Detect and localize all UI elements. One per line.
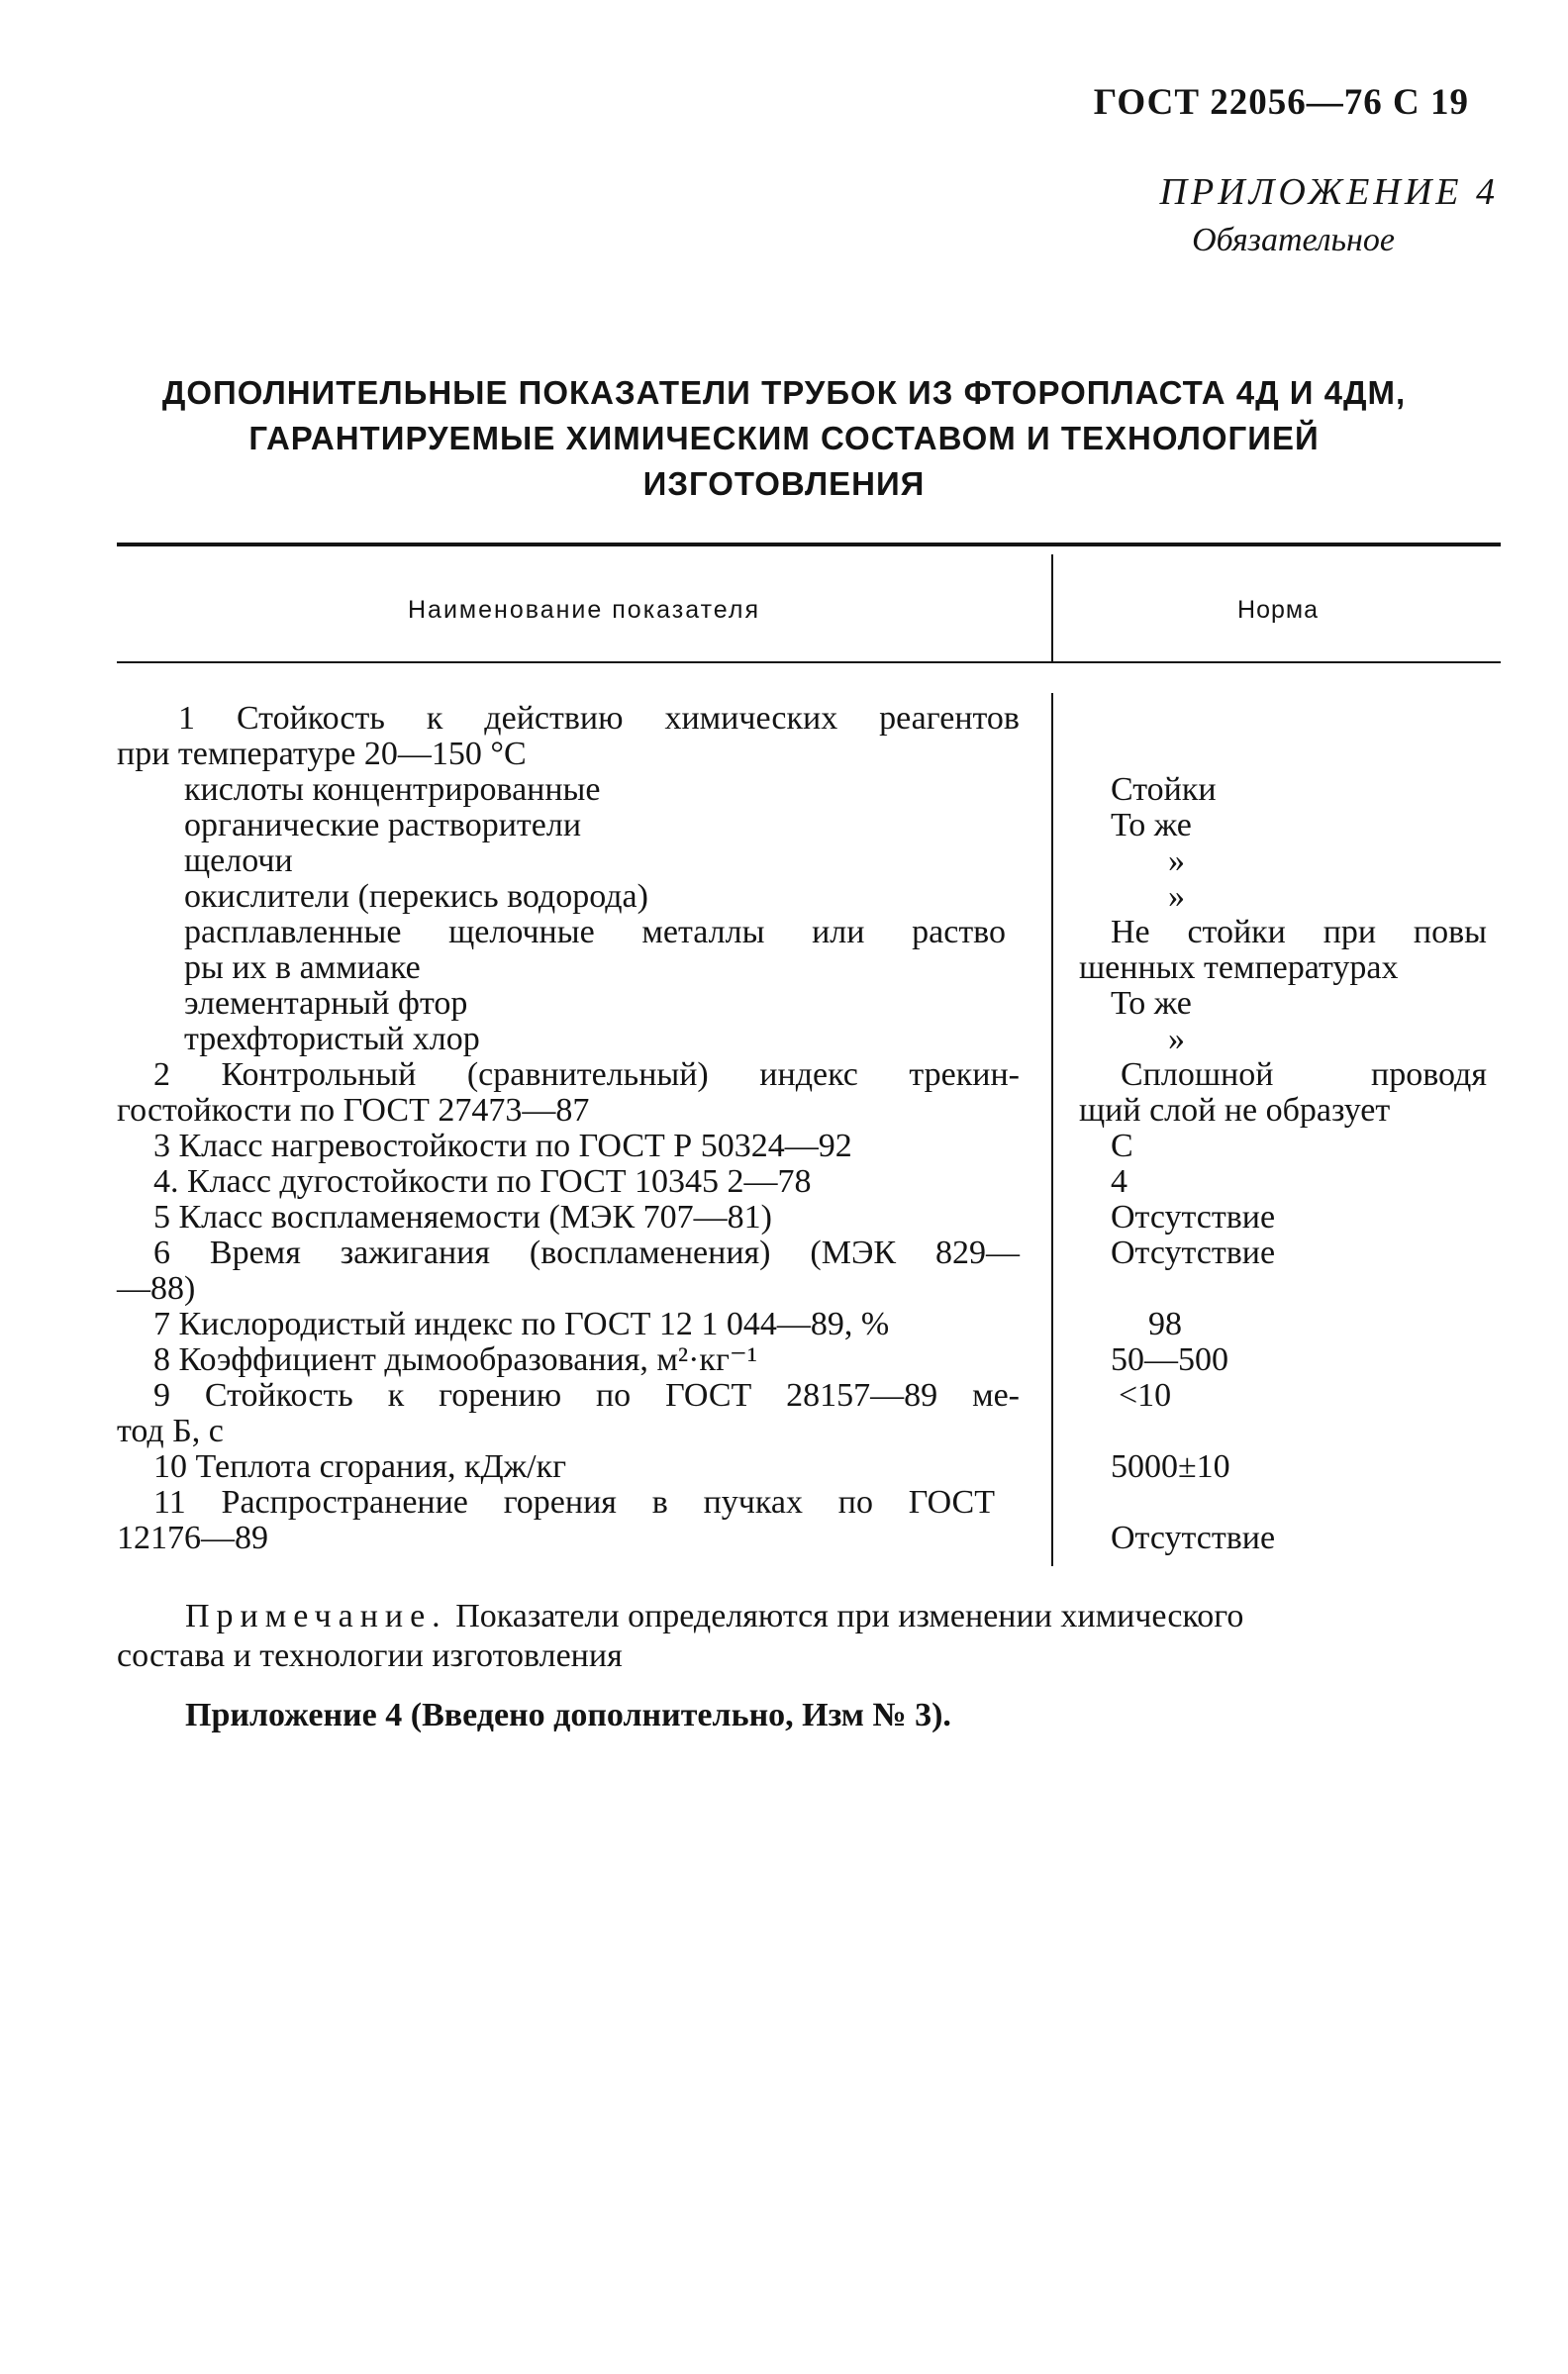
norm-arc-class: 4 [1111,1163,1127,1200]
norm-heat-class: С [1111,1128,1133,1164]
note-text-2: состава и технологии изготовления [117,1637,623,1674]
norm-oxygen-index: 98 [1148,1306,1182,1342]
table-top-rule [117,543,1501,546]
norm-chlorine-trifluoride: » [1168,1021,1185,1057]
row-9-line-2: тод Б, с [117,1413,224,1449]
row-9-line-1: 9 Стойкость к горению по ГОСТ 28157—89 ме- [153,1377,1020,1414]
norm-combustion-heat: 5000±10 [1111,1448,1230,1485]
appendix-status: Обязательное [1192,222,1395,258]
row-1-sub-2: органические растворители [184,807,582,843]
row-1-sub-5-line-2: ры их в аммиаке [184,949,421,986]
addendum-note: Приложение 4 (Введено дополнительно, Изм № 3). [185,1697,951,1733]
row-1-sub-3: щелочи [184,842,293,879]
row-1-sub-6: элементарный фтор [184,985,468,1022]
norm-fluorine: То же [1111,985,1192,1022]
row-1-sub-5-line-1: расплавленные щелочные металлы или раство [184,914,1006,950]
row-7: 7 Кислородистый индекс по ГОСТ 12 1 044—89, % [153,1306,890,1342]
norm-flammability-class: Отсутствие [1111,1199,1276,1236]
row-1-sub-4: окислители (перекись водорода) [184,878,648,915]
row-2-line-2: гостойкости по ГОСТ 27473—87 [117,1092,590,1129]
table-note [185,1598,1243,1635]
row-1-line-1: 1 Стойкость к действию химических реагентов [178,700,1020,737]
appendix-label: ПРИЛОЖЕНИЕ 4 [1159,171,1499,213]
table-body-divider [1051,693,1053,1566]
norm-burning-resistance: <10 [1119,1377,1172,1414]
note-label: Примечание. [185,1598,447,1634]
row-1-line-2: при температуре 20—150 °С [117,736,527,772]
column-header-norm: Норма [1237,596,1319,624]
table-header-rule [117,661,1501,663]
document-title-line-1: ДОПОЛНИТЕЛЬНЫЕ ПОКАЗАТЕЛИ ТРУБОК ИЗ ФТОРОПЛАСТА 4Д И 4ДМ, [161,374,1407,411]
row-11-line-1: 11 Распространение горения в пучках по ГОСТ [153,1484,995,1521]
norm-molten-metals-line-2: шенных температурах [1079,949,1399,986]
table-header-divider [1051,554,1053,663]
row-3: 3 Класс нагревостойкости по ГОСТ Р 50324—92 [153,1128,852,1164]
row-1-sub-7: трехфтористый хлор [184,1021,480,1057]
norm-acids: Стойки [1111,771,1217,808]
row-6-line-1: 6 Время зажигания (воспламенения) (МЭК 829— [153,1235,1020,1271]
row-1-sub-1: кислоты концентрированные [184,771,601,808]
note-text-1: Показатели определяются при изменении химического [446,1598,1244,1634]
column-header-name: Наименование показателя [408,596,760,624]
norm-molten-metals-line-1: Не стойки при повы [1111,914,1487,950]
norm-oxidizers: » [1168,878,1185,915]
document-title-line-2: ГАРАНТИРУЕМЫЕ ХИМИЧЕСКИМ СОСТАВОМ И ТЕХНОЛОГИЕЙ [248,420,1320,456]
norm-smoke-coefficient: 50—500 [1111,1341,1228,1378]
row-5: 5 Класс воспламеняемости (МЭК 707—81) [153,1199,772,1236]
document-title-line-3: ИЗГОТОВЛЕНИЯ [642,465,926,502]
norm-tracking-line-2: щий слой не образует [1079,1092,1391,1129]
row-8: 8 Коэффициент дымообразования, м²·кг⁻¹ [153,1341,758,1378]
norm-ignition-time: Отсутствие [1111,1235,1276,1271]
norm-flame-spread: Отсутствие [1111,1520,1276,1556]
row-2-line-1: 2 Контрольный (сравнительный) индекс трекин- [153,1056,1020,1093]
norm-solvents: То же [1111,807,1192,843]
row-11-line-2: 12176—89 [117,1520,268,1556]
page-reference: ГОСТ 22056—76 С 19 [1093,82,1469,123]
norm-tracking-line-1: Сплошной проводя [1121,1056,1487,1093]
row-10: 10 Теплота сгорания, кДж/кг [153,1448,567,1485]
norm-alkalis: » [1168,842,1185,879]
row-6-line-2: —88) [117,1270,196,1307]
row-4: 4. Класс дугостойкости по ГОСТ 10345 2—78 [153,1163,812,1200]
